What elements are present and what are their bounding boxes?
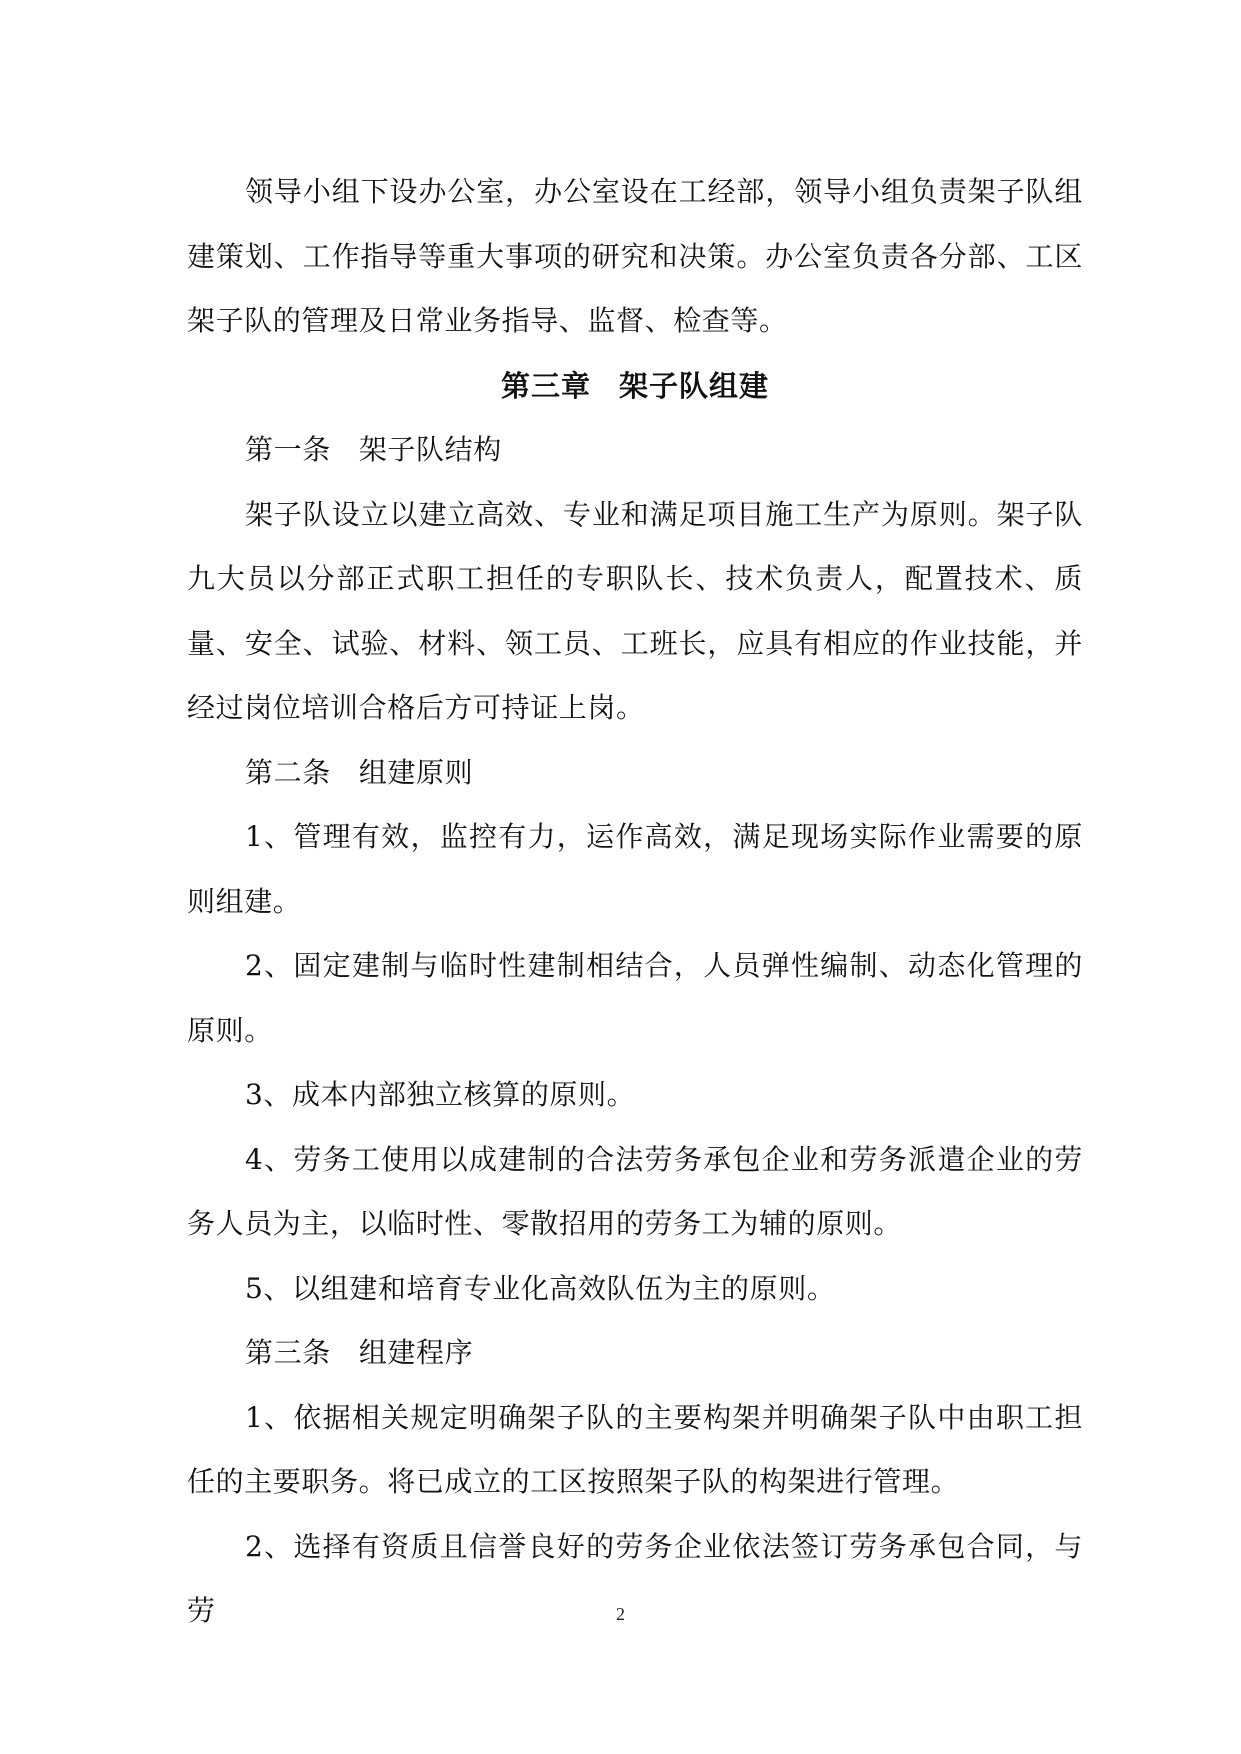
chapter-title: 架子队组建 [619,368,770,403]
article-2-item-4: 4、劳务工使用以成建制的合法劳务承包企业和劳务派遣企业的劳务人员为主，以临时性、零散招用的劳务工为辅的原则。 [187,1142,1083,1240]
chapter-heading [187,354,1083,419]
article-3-number: 第三条 [245,1336,331,1369]
article-2-item-5: 5、以组建和培育专业化高效队伍为主的原则。 [245,1271,836,1305]
article-2-item-2: 2、固定建制与临时性建制相结合，人员弹性编制、动态化管理的原则。 [187,949,1083,1047]
page-number: 2 [616,1604,625,1624]
document-body [187,160,1083,1644]
article-2-item-3: 3、成本内部独立核算的原则。 [245,1078,636,1111]
article-3-item-1: 1、依据相关规定明确架子队的主要构架并明确架子队中由职工担任的主要职务。将已成立的工区按照架子队的构架进行管理。 [187,1400,1083,1498]
article-1-number: 第一条 [245,433,331,466]
article-1-body: 架子队设立以建立高效、专业和满足项目施工生产为原则。架子队九大员以分部正式职工担任的专职队长、技术负责人，配置技术、质量、安全、试验、材料、领工员、工班长，应具有相应的作业技能，并经过岗位培训合格后方可持证上岗。 [187,497,1083,724]
paragraph-intro: 领导小组下设办公室，办公室设在工经部，领导小组负责架子队组建策划、工作指导等重大事项的研究和决策。办公室负责各分部、工区架子队的管理及日常业务指导、监督、检查等。 [187,175,1083,337]
chapter-number: 第三章 [500,368,591,403]
article-2-heading [187,741,1083,806]
article-2-item-1: 1、管理有效，监控有力，运作高效，满足现场实际作业需要的原则组建。 [187,820,1083,918]
article-3-heading [187,1321,1083,1386]
article-2-title: 组建原则 [358,755,474,789]
article-3-title: 组建程序 [358,1336,474,1369]
article-1-heading [187,418,1083,483]
article-2-number: 第二条 [245,755,331,789]
article-3-item-2: 2、选择有资质且信誉良好的劳务企业依法签订劳务承包合同，与劳 [187,1529,1083,1627]
article-1-title: 架子队结构 [358,433,502,466]
